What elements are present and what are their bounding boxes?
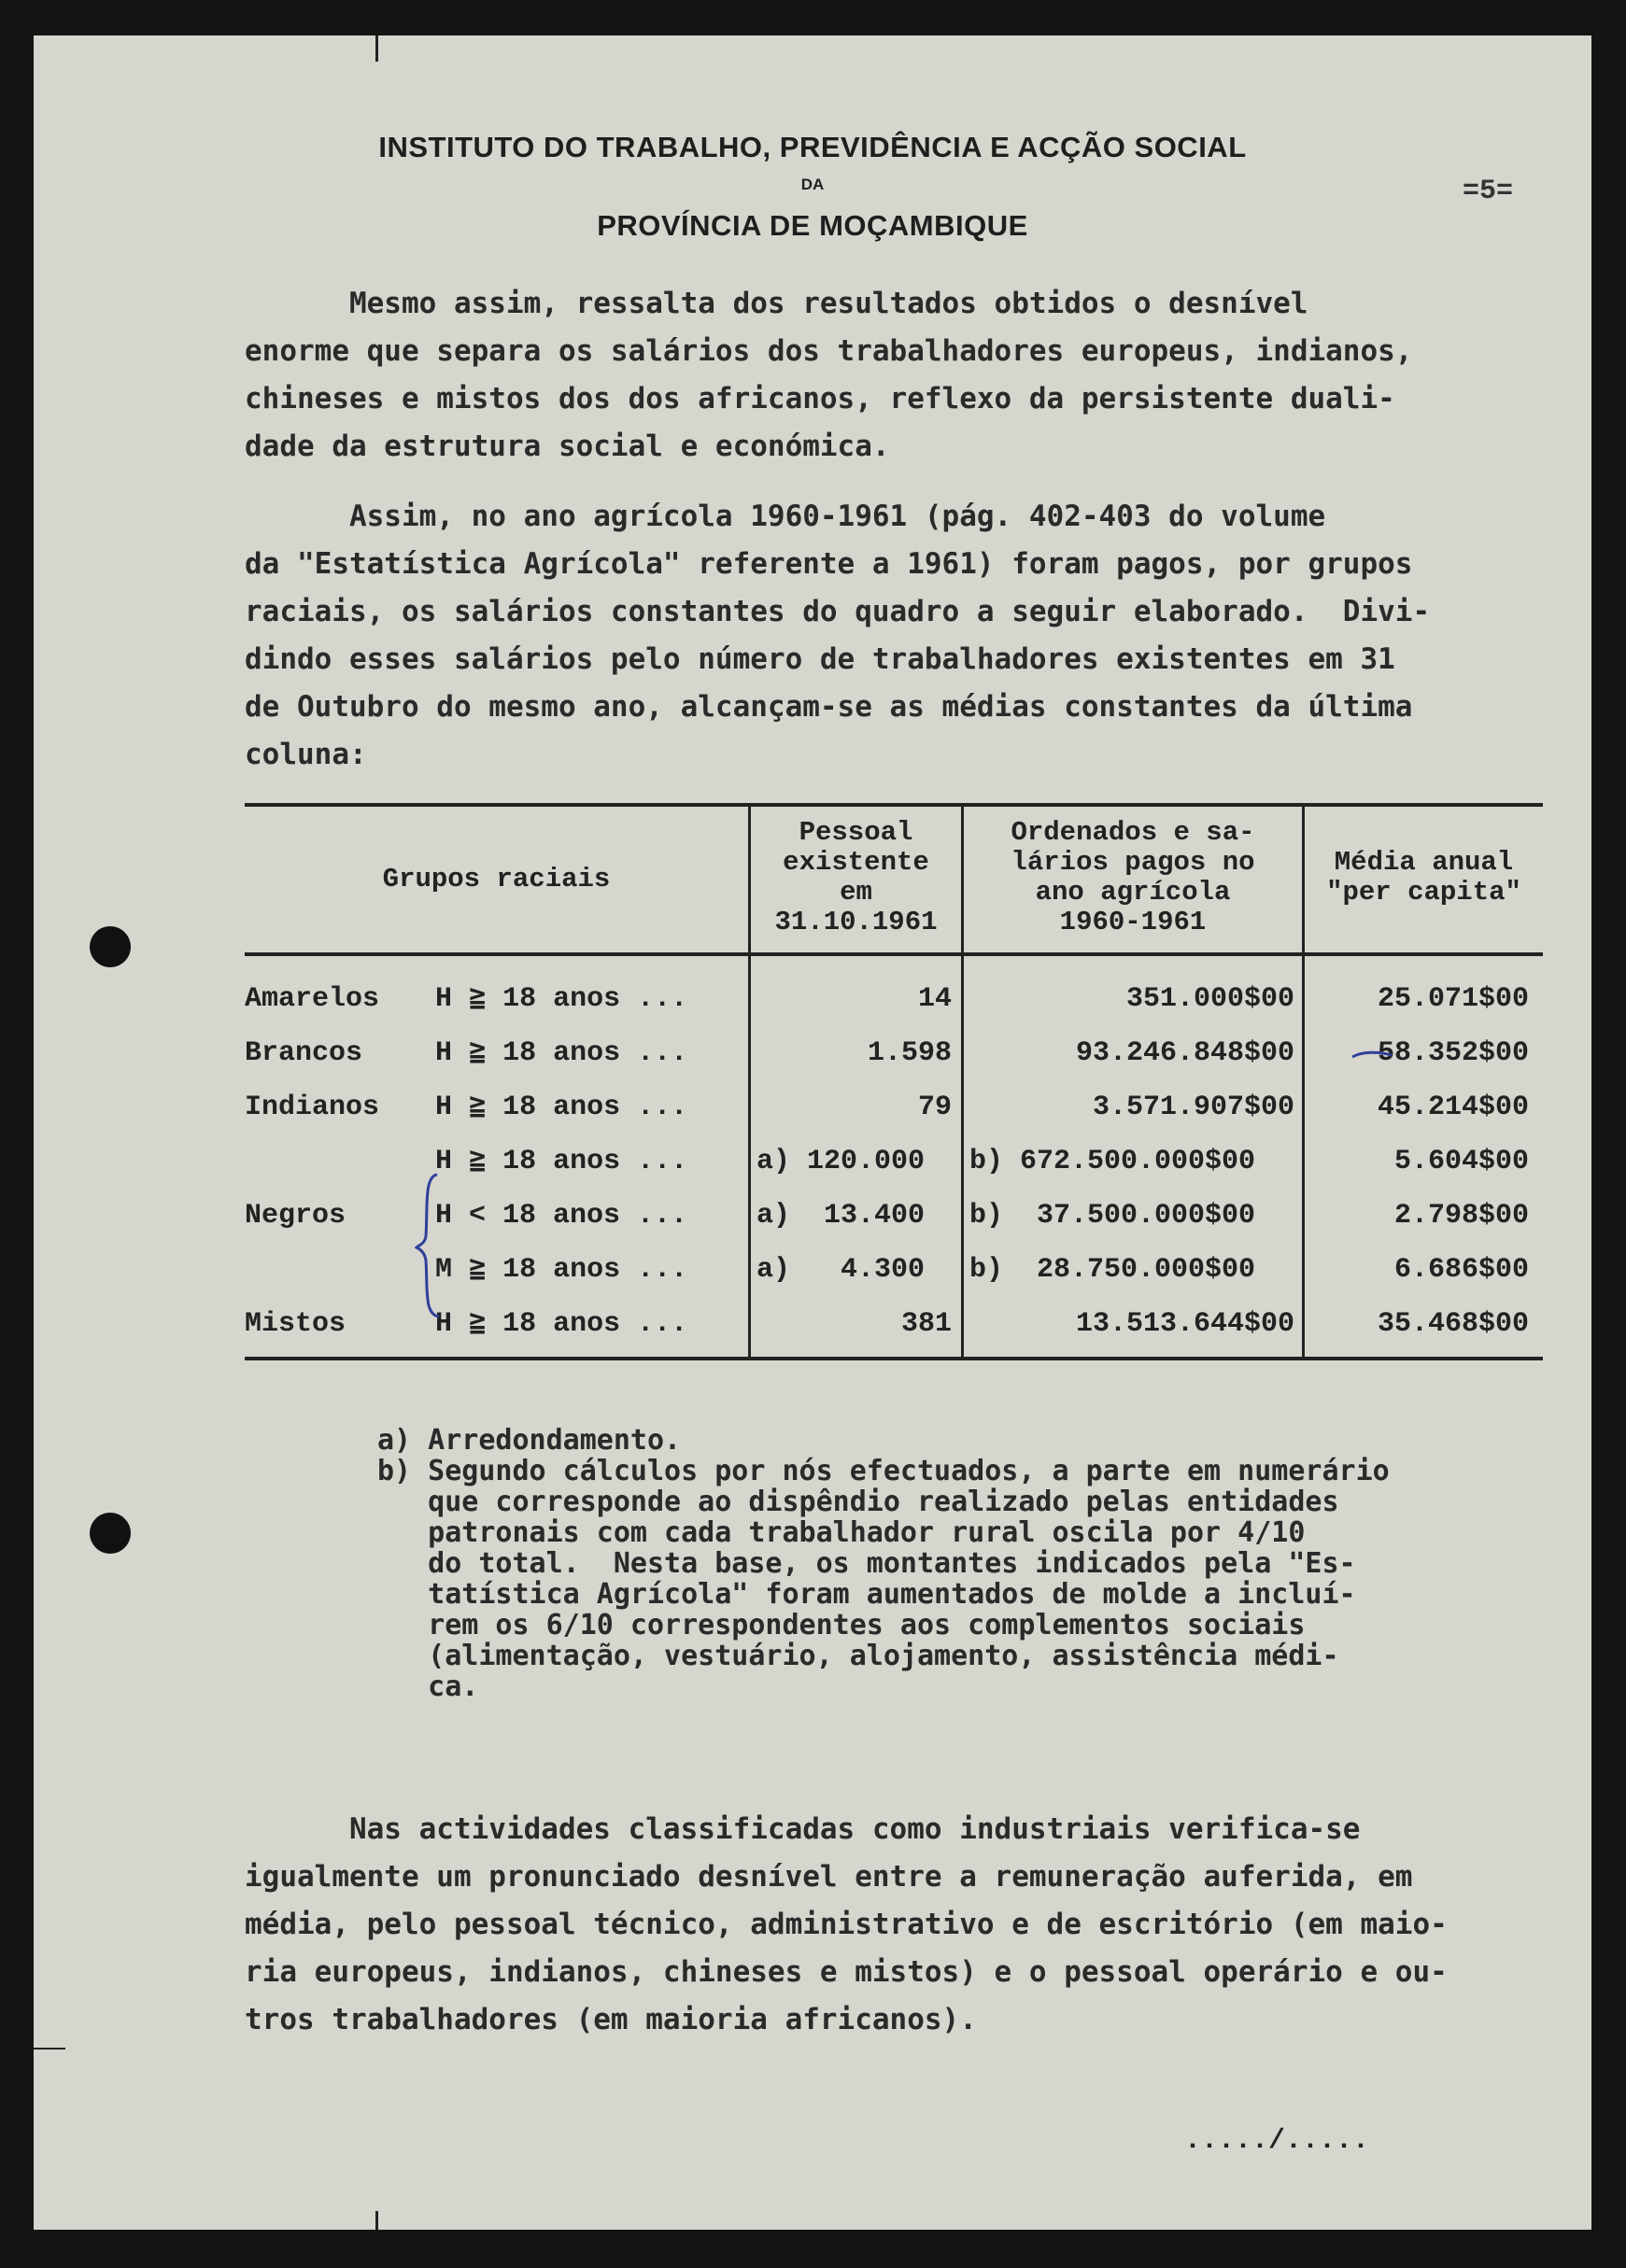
row-wages: 13.513.644$00 — [1075, 1308, 1294, 1340]
row-staff: a) 13.400 — [756, 1200, 926, 1232]
edge-mark — [375, 2211, 378, 2230]
handwritten-brace-icon — [415, 1171, 443, 1320]
continuation-mark: ...../..... — [1184, 2125, 1370, 2157]
row-wages: b) 37.500.000$00 — [969, 1200, 1256, 1232]
handwritten-underline-icon — [1350, 1048, 1393, 1061]
table-rule-bottom — [245, 1357, 1543, 1360]
province-title: PROVÍNCIA DE MOÇAMBIQUE — [597, 209, 1028, 242]
document-page — [34, 35, 1591, 2230]
row-group: Negros — [245, 1200, 346, 1232]
row-staff: a) 4.300 — [756, 1254, 926, 1286]
row-avg: 25.071$00 — [1377, 983, 1529, 1015]
row-avg: 5.604$00 — [1393, 1146, 1529, 1177]
row-condition: H ≧ 18 anos ... — [435, 1092, 688, 1123]
table-rule-top — [245, 803, 1543, 807]
note-a: a) Arredondamento. — [377, 1424, 682, 1457]
row-wages: b) 672.500.000$00 — [969, 1146, 1256, 1177]
table-rule-header — [245, 952, 1543, 956]
row-wages: 3.571.907$00 — [1092, 1092, 1294, 1123]
row-staff: 381 — [900, 1308, 952, 1340]
row-staff: a) 120.000 — [756, 1146, 926, 1177]
row-condition: H ≧ 18 anos ... — [435, 1308, 688, 1340]
row-condition: H < 18 anos ... — [435, 1200, 688, 1232]
row-condition: H ≧ 18 anos ... — [435, 1037, 688, 1069]
row-group: Amarelos — [245, 983, 380, 1015]
row-staff: 79 — [917, 1092, 952, 1123]
row-wages: 93.246.848$00 — [1075, 1037, 1294, 1069]
paragraph-1: Mesmo assim, ressalta dos resultados obtidos o desnível enorme que separa os salários dos trabalhadores europeus, indianos, chineses e mistos dos dos africanos, reflexo da persistente duali- dade da estrutura social e económica. — [245, 287, 1413, 463]
row-avg: 35.468$00 — [1377, 1308, 1529, 1340]
row-group: Brancos — [245, 1037, 363, 1069]
paragraph-2: Assim, no ano agrícola 1960-1961 (pág. 402-403 do volume da "Estatística Agrícola" referente a 1961) foram pagos, por grupos raciais, os salários constantes do quadro a seguir elaborado. Divi- dindo esses salários pelo número de trabalhadores existentes em 31 de Outubro do mesmo ano, alcançam-se as médias constantes da última coluna: — [245, 500, 1431, 771]
row-wages: b) 28.750.000$00 — [969, 1254, 1256, 1286]
edge-mark — [34, 2048, 65, 2050]
institute-title: INSTITUTO DO TRABALHO, PREVIDÊNCIA E ACÇÃO SOCIAL — [378, 131, 1247, 163]
header-wages: Ordenados e sa- lários pagos no ano agrícola 1960-1961 — [1011, 817, 1255, 937]
punch-hole — [90, 926, 131, 967]
row-avg: 58.352$00 — [1377, 1037, 1529, 1069]
row-condition: M ≧ 18 anos ... — [435, 1254, 688, 1286]
header-staff: Pessoal existente em 31.10.1961 — [774, 817, 938, 937]
header-group: Grupos raciais — [382, 864, 611, 895]
note-b: b) Segundo cálculos por nós efectuados, a parte em numerário que corresponde ao dispêndio realizado pelas entidades patronais com cada trabalhador rural oscila por 4/10 do total. Nesta base, os montantes indicados pela "Es- tatística Agrícola" foram aumentados de molde a incluí- rem os 6/10 correspondentes aos complementos sociais (alimentação, vestuário, alojamento, assistência médi- ca. — [377, 1455, 1390, 1703]
row-avg: 45.214$00 — [1377, 1092, 1529, 1123]
paragraph-3: Nas actividades classificadas como industriais verifica-se igualmente um pronunciado desnível entre a remuneração auferida, em média, pelo pessoal técnico, administrativo e de escritório (em maio- ria europeus, indianos, chineses e mistos) e o pessoal operário e ou- tros trabalhadores (em maioria africanos). — [245, 1812, 1448, 2036]
institute-da: DA — [800, 176, 825, 193]
punch-hole — [90, 1513, 131, 1554]
row-staff: 1.598 — [867, 1037, 952, 1069]
row-avg: 2.798$00 — [1393, 1200, 1529, 1232]
page-number: =5= — [1463, 176, 1514, 207]
row-wages: 351.000$00 — [1125, 983, 1294, 1015]
row-group: Mistos — [245, 1308, 346, 1340]
row-avg: 6.686$00 — [1393, 1254, 1529, 1286]
row-staff: 14 — [917, 983, 952, 1015]
row-condition: H ≧ 18 anos ... — [435, 983, 688, 1015]
edge-mark — [375, 35, 378, 62]
header-avg: Média anual "per capita" — [1326, 847, 1521, 908]
row-group: Indianos — [245, 1092, 380, 1123]
row-condition: H ≧ 18 anos ... — [435, 1146, 688, 1177]
